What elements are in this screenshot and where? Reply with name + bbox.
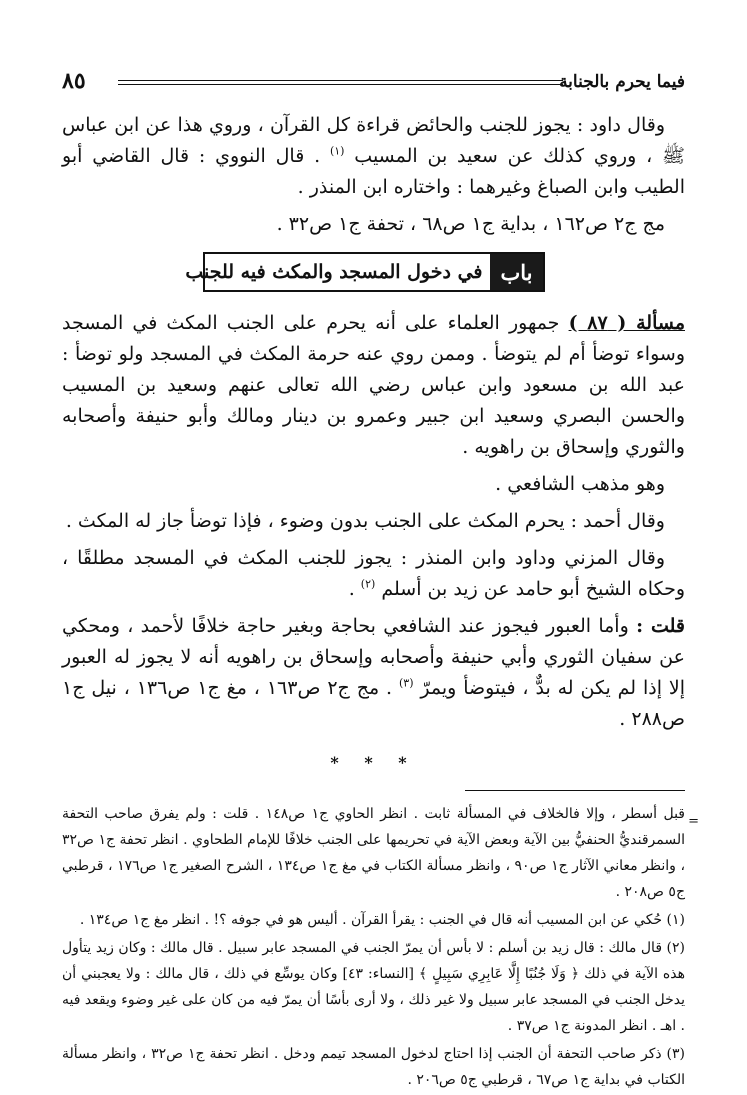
chapter-heading: [185, 252, 545, 292]
paragraph-dawud: وقال داود : يجوز للجنب والحائض قراءة كل القرآن ، وروي هذا عن ابن عباس ﷺ ، وروي كذلك عن سعيد بن المسيب $^{(١)}$ . قال النووي : قال القاضي أبو الطيب وابن الصباغ وغيرهما : واختاره ابن المنذر .: [62, 114, 685, 198]
masala-label: مسألة ( ٨٧ ): [568, 312, 685, 334]
paragraph-qult: قلت : وأما العبور فيجوز عند الشافعي بحاجة وبغير حاجة خلافًا لأحمد ، ومحكي عن سفيان الثوري وأبي حنيفة وأصحابه وإسحاق بن راهويه أنه لا يجوز له العبور إلا إذا لم يكن له بدٌّ ، فيتوضأ ويمرّ $^{(٣)}$ . مج ج٢ ص١٦٣ ، مغ ج١ ص١٣٦ ، نيل ج١ ص٢٨٨ .: [62, 615, 685, 730]
section-stars: * * *: [330, 753, 417, 772]
header-rule: [118, 80, 563, 85]
chapter-label: باب: [490, 254, 542, 290]
continuation-mark: =: [688, 814, 699, 829]
paragraph-muzani: وقال المزني وداود وابن المنذر : يجوز للجنب المكث في المسجد مطلقًا ، وحكاه الشيخ أبو حامد عن زيد بن أسلم $^{(٢)}$ .: [62, 547, 685, 600]
main-text: [62, 110, 699, 1095]
paragraph-ahmad: وقال أحمد : يحرم المكث على الجنب بدون وضوء ، فإذا توضأ جاز له المكث .: [65, 510, 665, 532]
footnote-continued: قبل أسطر ، وإلا فالخلاف في المسألة ثابت . انظر الحاوي ج١ ص١٤٨ . قلت : ولم يفرق صاحب التحفة السمرقنديُّ الحنفيُّ بين الآية وبعض الآية في تحريمها على الجنب خلافًا للإمام الطحاوي . انظر تحفة ج١ ص٣٢ ، وانظر معاني الآثار ج١ ص٩٠ ، وانظر مسألة الكتاب في مغ ج١ ص١٣٤ ، الشرح الصغير ج١ ص١٧٦ ، قرطبي ج٥ ص٢٠٨ .: [62, 806, 685, 900]
footnotes: [62, 801, 699, 1093]
footnote-ref-2[interactable]: (٢): [360, 577, 376, 591]
footnote-ref-3[interactable]: (٣): [399, 676, 414, 690]
page-header: [62, 68, 685, 98]
masala-87: مسألة ( ٨٧ ) جمهور العلماء على أنه يحرم على الجنب المكث في المسجد وسواء توضأ أم لم يتوضأ . وممن روي عنه حرمة المكث في المسجد ولو توضأ : عبد الله بن مسعود وابن عباس رضي الله تعالى عنهم وسعيد بن المسيب والحسن البصري وسعيد ابن جبير وعمرو بن دينار ومالك وأبو حنيفة وأصحابه والثوري وإسحاق بن راهويه .: [62, 312, 685, 458]
masala-conclusion: وهو مذهب الشافعي .: [495, 473, 665, 495]
footnote-ref-1[interactable]: (١): [329, 144, 345, 158]
footnote-1: (١) حُكي عن ابن المسيب أنه قال في الجنب : يقرأ القرآن . أليس هو في جوفه ؟! . انظر مغ ج١ ص١٣٤ .: [79, 912, 685, 928]
footnote-2: (٢) قال مالك : قال زيد بن أسلم : لا بأس أن يمرّ الجنب في المسجد عابر سبيل . قال مالك : وكان زيد يتأول هذه الآية في ذلك ﴿ وَلَا جُنُبًا إِلَّا عَابِرِي سَبِيلٍ ﴾ [النساء: ٤٣] وكان يوسِّع في ذلك ، قال مالك : ولا يعجبني أن يدخل الجنب في المسجد عابر سبيل ولا غير ذلك ، ولا أرى بأسًا أن يمرّ فيه من كان على غير وضوء ويقعد فيه . اهـ . انظر المدونة ج١ ص٣٧ .: [62, 940, 685, 1034]
running-title: فيما يحرم بالجنابة: [559, 72, 685, 92]
footnote-3: (٣) ذكر صاحب التحفة أن الجنب إذا احتاج لدخول المسجد تيمم ودخل . انظر تحفة ج١ ص٣٢ ، وانظر مسألة الكتاب في بداية ج١ ص٦٧ ، قرطبي ج٥ ص٢٠٦ .: [62, 1046, 685, 1088]
chapter-title: في دخول المسجد والمكث فيه للجنب: [185, 260, 483, 283]
footnote-divider: [465, 790, 685, 791]
qult-label: قلت :: [636, 615, 685, 637]
references-line: مج ج٢ ص١٦٢ ، بداية ج١ ص٦٨ ، تحفة ج١ ص٣٢ .: [276, 213, 665, 235]
page-number: ٨٥: [62, 68, 86, 94]
